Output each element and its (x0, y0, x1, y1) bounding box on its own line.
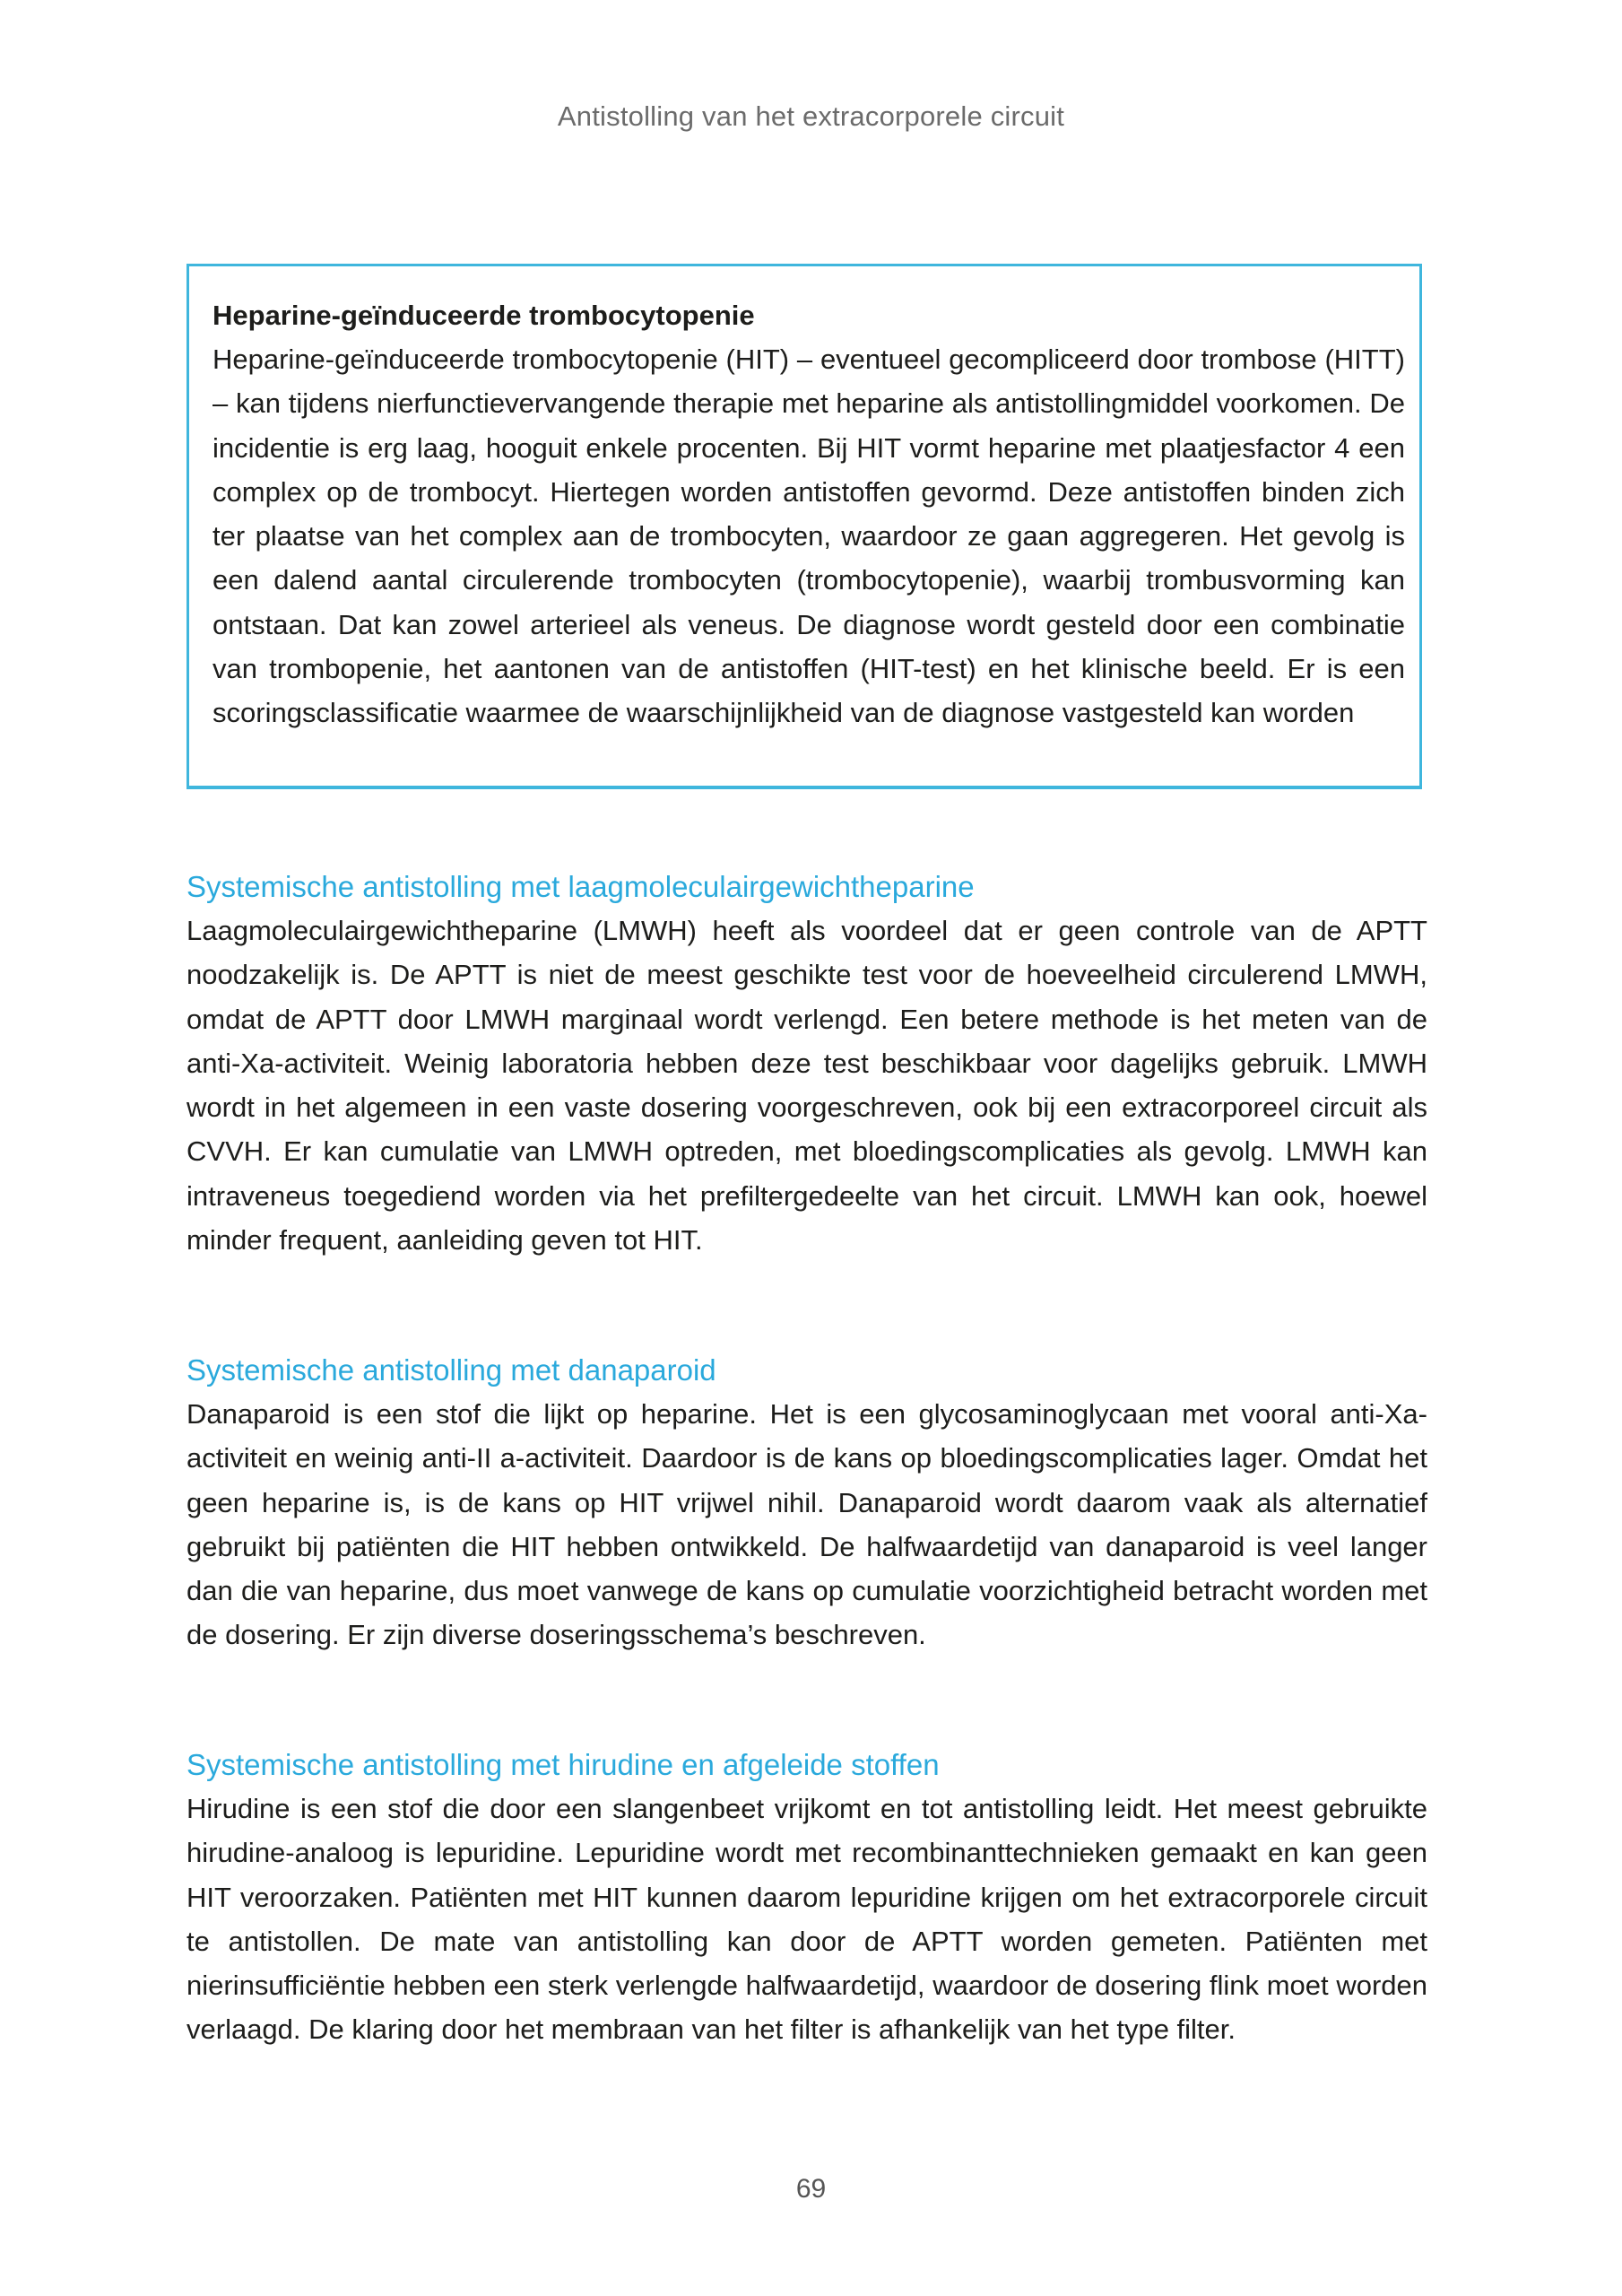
running-header: Antistolling van het extracorporele circuit (557, 100, 1065, 132)
section-paragraph: Laagmoleculairgewichtheparine (LMWH) heeft als voordeel dat er geen controle van de APTT noodzakelijk is. De APTT is niet de meest geschikte test voor de hoeveelheid circulerend LMWH, omdat de APTT door LMWH marginaal wordt verlengd. Een betere methode is het meten van de anti-Xa-activiteit. Weinig laboratoria hebben deze test beschikbaar voor dagelijks gebruik. LMWH wordt in het algemeen in een vaste dosering voorgeschreven, ook bij een extracorporeel circuit als CVVH. Er kan cumulatie van LMWH optreden, met bloedingscomplicaties als gevolg. LMWH kan intraveneus toegediend worden via het prefiltergedeelte van het circuit. LMWH kan ook, hoewel minder frequent, aanleiding geven tot HIT. (186, 915, 1427, 1257)
section-heading: Systemische antistolling met danaparoid (186, 1353, 716, 1387)
info-box-title: Heparine-geïnduceerde trombocytopenie (213, 300, 755, 331)
section-heading: Systemische antistolling met laagmoleculairgewichtheparine (186, 870, 975, 903)
page-number: 69 (795, 2174, 827, 2204)
section-paragraph: Danaparoid is een stof die lijkt op heparine. Het is een glycosaminoglycaan met vooral anti-Xa-activiteit en weinig anti-II a-activiteit. Daardoor is de kans op bloedingscomplicaties lager. Omdat het geen heparine is, is de kans op HIT vrijwel nihil. Danaparoid wordt daarom vaak als alternatief gebruikt bij patiënten die HIT hebben ontwikkeld. De halfwaardetijd van danaparoid is veel langer dan die van heparine, dus moet vanwege de kans op cumulatie voorzichtigheid betracht worden met de dosering. Er zijn diverse doseringsschema’s beschreven. (186, 1398, 1427, 1651)
section-lmwh (186, 865, 1427, 1262)
info-box-hit (186, 264, 1422, 789)
section-paragraph: Hirudine is een stof die door een slangenbeet vrijkomt en tot antistolling leidt. Het meest gebruikte hirudine-analoog is lepuridine. Lepuridine wordt met recombinanttechnieken gemaakt en kan geen HIT veroorzaken. Patiënten met HIT kunnen daarom lepuridine krijgen om het extracorporele circuit te antistollen. De mate van antistolling kan door de APTT worden gemeten. Patiënten met nierinsufficiëntie hebben een sterk verlengde halfwaardetijd, waardoor de dosering flink moet worden verlaagd. De klaring door het membraan van het filter is afhankelijk van het type filter. (186, 1793, 1427, 2046)
section-danaparoid (186, 1348, 1427, 1657)
section-hirudine (186, 1743, 1427, 2052)
info-box-text: Heparine-geïnduceerde trombocytopenie (HIT) – eventueel gecompliceerd door trombose (HITT) – kan tijdens nierfunctievervangende therapie met heparine als antistollingmiddel voorkomen. De incidentie is erg laag, hooguit enkele procenten. Bij HIT vormt heparine met plaatjesfactor 4 een complex op de trombocyt. Hiertegen worden antistoffen gevormd. Deze antistoffen binden zich ter plaatse van het complex aan de trombocyten, waardoor ze gaan aggregeren. Het gevolg is een dalend aantal circulerende trombocyten (trombocytopenie), waarbij trombusvorming kan ontstaan. Dat kan zowel arterieel als veneus. De diagnose wordt gesteld door een combinatie van trombopenie, het aantonen van de antistoffen (HIT-test) en het klinische beeld. Er is een scoringsclassificatie waarmee de waarschijnlijkheid van de diagnose vastgesteld kan worden (213, 344, 1405, 729)
section-heading: Systemische antistolling met hirudine en afgeleide stoffen (186, 1748, 940, 1781)
